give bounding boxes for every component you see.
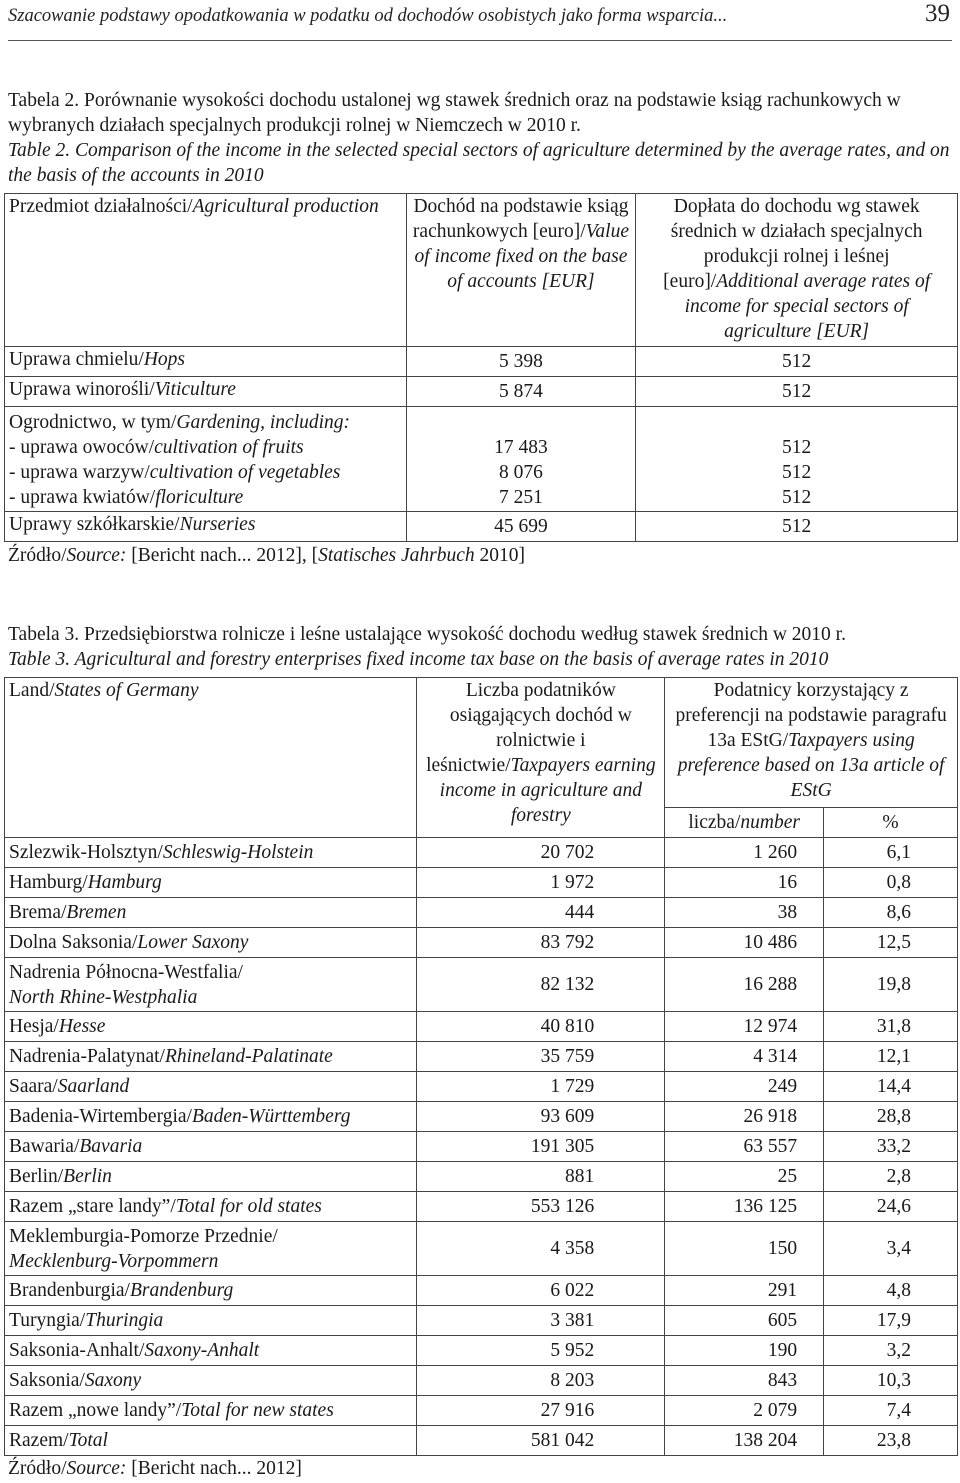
table-row-group — [5, 407, 958, 512]
preference-number-cell: 16 — [665, 868, 824, 898]
state-name-en: Berlin — [63, 1166, 112, 1187]
state-name-en: Bavaria — [79, 1136, 143, 1157]
taxpayers-cell: 6 022 — [417, 1276, 665, 1306]
table3 — [4, 677, 958, 1456]
state-name-en: Lower Saxony — [137, 932, 249, 953]
additional-rate-cell: 512 — [782, 487, 812, 508]
state-name-en: Saxony — [84, 1370, 142, 1391]
table-row — [5, 1336, 958, 1366]
table-row — [5, 1012, 958, 1042]
state-name-pl: Razem „nowe landy”/ — [9, 1400, 182, 1421]
table2-source-pl: Źródło/ — [8, 545, 67, 566]
state-name-en: Brandenburg — [129, 1280, 234, 1301]
taxpayers-cell: 553 126 — [417, 1192, 665, 1222]
preference-percent-cell: 7,4 — [824, 1396, 958, 1426]
state-name-pl: Badenia-Wirtembergia/ — [9, 1106, 192, 1127]
additional-rate-cell: 512 — [782, 462, 812, 483]
table3-col3-header-en: Taxpayers using preference based on 13a article of EStG — [677, 730, 945, 801]
table3-sub-number-pl: liczba/ — [688, 812, 741, 833]
state-name-pl: Bawaria/ — [9, 1136, 80, 1157]
state-name-en: Rhineland-Palatinate — [164, 1046, 333, 1067]
state-name-en: Mecklenburg-Vorpommern — [9, 1250, 219, 1272]
sub-item-label — [9, 435, 402, 460]
state-name-pl: Hamburg/ — [9, 872, 88, 893]
state-cell — [5, 1012, 417, 1042]
table-row — [5, 1072, 958, 1102]
taxpayers-cell: 82 132 — [417, 958, 665, 1012]
state-name-en: Saxony-Anhalt — [144, 1340, 260, 1361]
table3-source-pl: Źródło/ — [8, 1458, 67, 1479]
taxpayers-cell: 881 — [417, 1162, 665, 1192]
preference-percent-cell: 33,2 — [824, 1132, 958, 1162]
table2-caption-pl: Tabela 2. Porównanie wysokości dochodu ustalonej wg stawek średnich oraz na podstawie ksiąg rachunkowych w wybranych działach specjalnych produkcji rolnej w Niemczech w 2010 r. — [8, 90, 901, 136]
state-name-en: Saarland — [57, 1076, 130, 1097]
table-row — [5, 1222, 958, 1276]
additional-rate-cell: 512 — [636, 377, 958, 407]
row-label-en: Hops — [143, 349, 185, 370]
state-name-en: Hesse — [58, 1016, 106, 1037]
preference-number-cell: 150 — [665, 1222, 824, 1276]
income-cell: 5 874 — [406, 377, 636, 407]
table2-caption — [8, 88, 958, 188]
state-name-en: Total for new states — [181, 1400, 334, 1421]
preference-number-cell: 843 — [665, 1366, 824, 1396]
state-cell — [5, 1396, 417, 1426]
state-name-pl: Saksonia/ — [9, 1370, 85, 1391]
row-label-pl: Uprawy szkółkarskie/ — [9, 514, 180, 535]
state-name-en: Thuringia — [85, 1310, 164, 1331]
table-row — [5, 1276, 958, 1306]
preference-percent-cell: 8,6 — [824, 898, 958, 928]
preference-number-cell: 25 — [665, 1162, 824, 1192]
preference-percent-cell: 17,9 — [824, 1306, 958, 1336]
table-row — [5, 1366, 958, 1396]
state-cell — [5, 958, 417, 1012]
taxpayers-cell: 3 381 — [417, 1306, 665, 1336]
state-cell — [5, 868, 417, 898]
group-label — [9, 410, 402, 435]
table3-source-ref: [Bericht nach... 2012] — [131, 1458, 302, 1479]
table-row — [5, 512, 958, 542]
state-cell — [5, 1102, 417, 1132]
table-row — [5, 1192, 958, 1222]
state-cell — [5, 1132, 417, 1162]
table-row — [5, 1132, 958, 1162]
row-label-en: Nurseries — [179, 514, 256, 535]
taxpayers-cell: 1 729 — [417, 1072, 665, 1102]
state-name-pl: Saara/ — [9, 1076, 58, 1097]
preference-number-cell: 16 288 — [665, 958, 824, 1012]
preference-percent-cell: 14,4 — [824, 1072, 958, 1102]
taxpayers-cell: 4 358 — [417, 1222, 665, 1276]
table3-sub-number-header — [665, 808, 824, 838]
taxpayers-cell: 1 972 — [417, 868, 665, 898]
table-row — [5, 1306, 958, 1336]
table-row — [5, 838, 958, 868]
preference-percent-cell: 6,1 — [824, 838, 958, 868]
row-label — [5, 512, 407, 542]
preference-percent-cell: 19,8 — [824, 958, 958, 1012]
table-row — [5, 1162, 958, 1192]
table3-col1-header-en: States of Germany — [54, 680, 199, 701]
taxpayers-cell: 40 810 — [417, 1012, 665, 1042]
preference-percent-cell: 10,3 — [824, 1366, 958, 1396]
preference-number-cell: 63 557 — [665, 1132, 824, 1162]
table2-header-row — [5, 194, 958, 347]
taxpayers-cell: 581 042 — [417, 1426, 665, 1456]
table2-col3-header — [636, 194, 958, 347]
preference-number-cell: 12 974 — [665, 1012, 824, 1042]
table3-header-row — [5, 678, 958, 808]
income-cell: 17 483 — [494, 437, 548, 458]
table3-source-en: Source: — [66, 1458, 127, 1479]
taxpayers-cell: 191 305 — [417, 1132, 665, 1162]
table2-col1-header — [5, 194, 407, 347]
state-name-pl: Saksonia-Anhalt/ — [9, 1340, 145, 1361]
group-label-en: Gardening, including: — [176, 412, 351, 433]
preference-percent-cell: 12,5 — [824, 928, 958, 958]
state-cell — [5, 1042, 417, 1072]
table3-caption-en: Table 3. Agricultural and forestry enterprises fixed income tax base on the basis of average rates in 2010 — [8, 649, 829, 670]
group-label-pl: Ogrodnictwo, w tym/ — [9, 412, 177, 433]
income-cell: 5 398 — [406, 347, 636, 377]
taxpayers-cell: 83 792 — [417, 928, 665, 958]
preference-percent-cell: 31,8 — [824, 1012, 958, 1042]
table2-col2-header-en: Value of income fixed on the base of accounts [EUR] — [414, 221, 629, 292]
taxpayers-cell: 8 203 — [417, 1366, 665, 1396]
preference-number-cell: 4 314 — [665, 1042, 824, 1072]
table3-col2-header — [417, 678, 665, 838]
group-label-cell — [5, 407, 407, 512]
row-label — [5, 347, 407, 377]
preference-number-cell: 190 — [665, 1336, 824, 1366]
taxpayers-cell: 35 759 — [417, 1042, 665, 1072]
page-number: 39 — [925, 0, 950, 27]
state-cell — [5, 1162, 417, 1192]
income-cell: 7 251 — [499, 487, 543, 508]
state-cell — [5, 898, 417, 928]
state-name-en: Bremen — [66, 902, 127, 923]
table3-col1-header-pl: Land/ — [9, 680, 55, 701]
group-income-cell — [406, 407, 636, 512]
sub-item-label-en: cultivation of vegetables — [149, 462, 341, 483]
taxpayers-cell: 93 609 — [417, 1102, 665, 1132]
state-name-en: Schleswig-Holstein — [162, 842, 314, 863]
sub-item-label-en: cultivation of fruits — [154, 437, 304, 458]
table2-source — [8, 543, 525, 568]
table3-col2-header-en: Taxpayers earning income in agriculture and forestry — [439, 755, 656, 826]
table-row — [5, 1396, 958, 1426]
preference-percent-cell: 2,8 — [824, 1162, 958, 1192]
preference-number-cell: 1 260 — [665, 838, 824, 868]
preference-percent-cell: 23,8 — [824, 1426, 958, 1456]
table-row — [5, 868, 958, 898]
taxpayers-cell: 5 952 — [417, 1336, 665, 1366]
table2-col2-header-pl: Dochód na podstawie ksiąg rachunkowych [euro]/ — [412, 196, 629, 242]
sub-item-label-pl: - uprawa warzyw/ — [9, 462, 150, 483]
sub-item-label-en: floriculture — [155, 487, 244, 508]
state-cell — [5, 1276, 417, 1306]
state-cell — [5, 1222, 417, 1276]
state-name-en: Hamburg — [87, 872, 162, 893]
table2-source-ref3: 2010] — [474, 545, 525, 566]
state-cell — [5, 1336, 417, 1366]
state-name-en: Total — [68, 1430, 108, 1451]
additional-rate-cell: 512 — [782, 437, 812, 458]
page-header — [8, 0, 952, 41]
table3-col2-header-pl: Liczba podatników osiągających dochód w rolnictwie i leśnictwie/ — [426, 680, 632, 776]
state-name-pl: Szlezwik-Holsztyn/ — [9, 842, 163, 863]
income-cell: 45 699 — [406, 512, 636, 542]
taxpayers-cell: 27 916 — [417, 1396, 665, 1426]
table3-source — [8, 1456, 302, 1481]
additional-rate-cell: 512 — [636, 512, 958, 542]
preference-percent-cell: 24,6 — [824, 1192, 958, 1222]
row-label-en: Viticulture — [154, 379, 236, 400]
state-name-pl: Meklemburgia-Pomorze Przednie/ — [9, 1225, 278, 1247]
table3-col3-header-pl: Podatnicy korzystający z preferencji na podstawie paragrafu 13a EStG/ — [675, 680, 947, 751]
table3-col3-header — [665, 678, 958, 808]
state-name-pl: Nadrenia-Palatynat/ — [9, 1046, 165, 1067]
state-name-pl: Dolna Saksonia/ — [9, 932, 138, 953]
state-name-pl: Razem „stare landy”/ — [9, 1196, 176, 1217]
row-label-pl: Uprawa chmielu/ — [9, 349, 144, 370]
table2-col2-header — [406, 194, 636, 347]
state-cell — [5, 1366, 417, 1396]
table2-col1-header-en: Agricultural production — [192, 196, 379, 217]
sub-item-label-pl: - uprawa owoców/ — [9, 437, 155, 458]
table-row — [5, 928, 958, 958]
preference-number-cell: 10 486 — [665, 928, 824, 958]
table3-sub-number-en: number — [740, 812, 800, 833]
state-cell — [5, 1306, 417, 1336]
table-row — [5, 1102, 958, 1132]
table2-source-en: Source: — [66, 545, 127, 566]
state-name-pl: Brandenburgia/ — [9, 1280, 130, 1301]
preference-percent-cell: 3,2 — [824, 1336, 958, 1366]
preference-number-cell: 605 — [665, 1306, 824, 1336]
sub-item-label-pl: - uprawa kwiatów/ — [9, 487, 156, 508]
preference-percent-cell: 0,8 — [824, 868, 958, 898]
table-row — [5, 1042, 958, 1072]
additional-rate-cell: 512 — [636, 347, 958, 377]
preference-number-cell: 138 204 — [665, 1426, 824, 1456]
table-row — [5, 377, 958, 407]
preference-percent-cell: 3,4 — [824, 1222, 958, 1276]
state-cell — [5, 1192, 417, 1222]
preference-number-cell: 136 125 — [665, 1192, 824, 1222]
state-cell — [5, 1072, 417, 1102]
state-name-pl: Brema/ — [9, 902, 67, 923]
state-name-en: Baden-Württemberg — [191, 1106, 351, 1127]
table2-col1-header-pl: Przedmiot działalności/ — [9, 196, 193, 217]
running-title: Szacowanie podstawy opodatkowania w podatku od dochodów osobistych jako forma wsparcia... — [8, 6, 728, 26]
preference-number-cell: 2 079 — [665, 1396, 824, 1426]
state-name-pl: Berlin/ — [9, 1166, 64, 1187]
group-add-cell — [636, 407, 958, 512]
table2-col3-header-en: Additional average rates of income for special sectors of agriculture [EUR] — [684, 271, 931, 342]
preference-number-cell: 26 918 — [665, 1102, 824, 1132]
table2-col3-header-pl: Dopłata do dochodu wg stawek średnich w działach specjalnych produkcji rolnej i leśnej [euro]/ — [663, 196, 923, 292]
state-name-pl: Hesja/ — [9, 1016, 59, 1037]
state-name-pl: Razem/ — [9, 1430, 69, 1451]
state-name-pl: Nadrenia Północna-Westfalia/ — [9, 961, 243, 983]
income-cell: 8 076 — [499, 462, 543, 483]
table2 — [4, 193, 958, 542]
preference-number-cell: 291 — [665, 1276, 824, 1306]
state-name-pl: Turyngia/ — [9, 1310, 86, 1331]
table2-caption-en: Comparison of the income in the selected special sectors of agriculture determined by the average rates, and on the basis of the accounts in 2010 — [8, 140, 950, 186]
state-name-en: Total for old states — [175, 1196, 322, 1217]
state-cell — [5, 838, 417, 868]
table2-source-ref2: Statisches Jahrbuch — [318, 545, 475, 566]
preference-number-cell: 249 — [665, 1072, 824, 1102]
preference-percent-cell: 28,8 — [824, 1102, 958, 1132]
preference-number-cell: 38 — [665, 898, 824, 928]
table3-col1-header — [5, 678, 417, 838]
table3-sub-percent-header: % — [824, 808, 958, 838]
table-row — [5, 1426, 958, 1456]
preference-percent-cell: 12,1 — [824, 1042, 958, 1072]
state-cell — [5, 928, 417, 958]
table-row — [5, 898, 958, 928]
table3-caption — [8, 622, 958, 672]
state-name-en: North Rhine-Westphalia — [9, 986, 198, 1008]
row-label — [5, 377, 407, 407]
table2-caption-en-block — [8, 138, 958, 188]
sub-item-label — [9, 460, 402, 485]
table3-caption-pl: Tabela 3. Przedsiębiorstwa rolnicze i leśne ustalające wysokość dochodu według stawek średnich w 2010 r. — [8, 624, 846, 645]
taxpayers-cell: 20 702 — [417, 838, 665, 868]
row-label-pl: Uprawa winorośli/ — [9, 379, 155, 400]
state-cell — [5, 1426, 417, 1456]
table-row — [5, 958, 958, 1012]
table2-body — [5, 347, 958, 542]
table3-body — [5, 838, 958, 1456]
sub-item-label — [9, 485, 402, 510]
table2-source-ref1: [Bericht nach... 2012], [ — [131, 545, 319, 566]
table2-caption-en-label: Table 2. — [8, 140, 71, 161]
table-row — [5, 347, 958, 377]
preference-percent-cell: 4,8 — [824, 1276, 958, 1306]
taxpayers-cell: 444 — [417, 898, 665, 928]
